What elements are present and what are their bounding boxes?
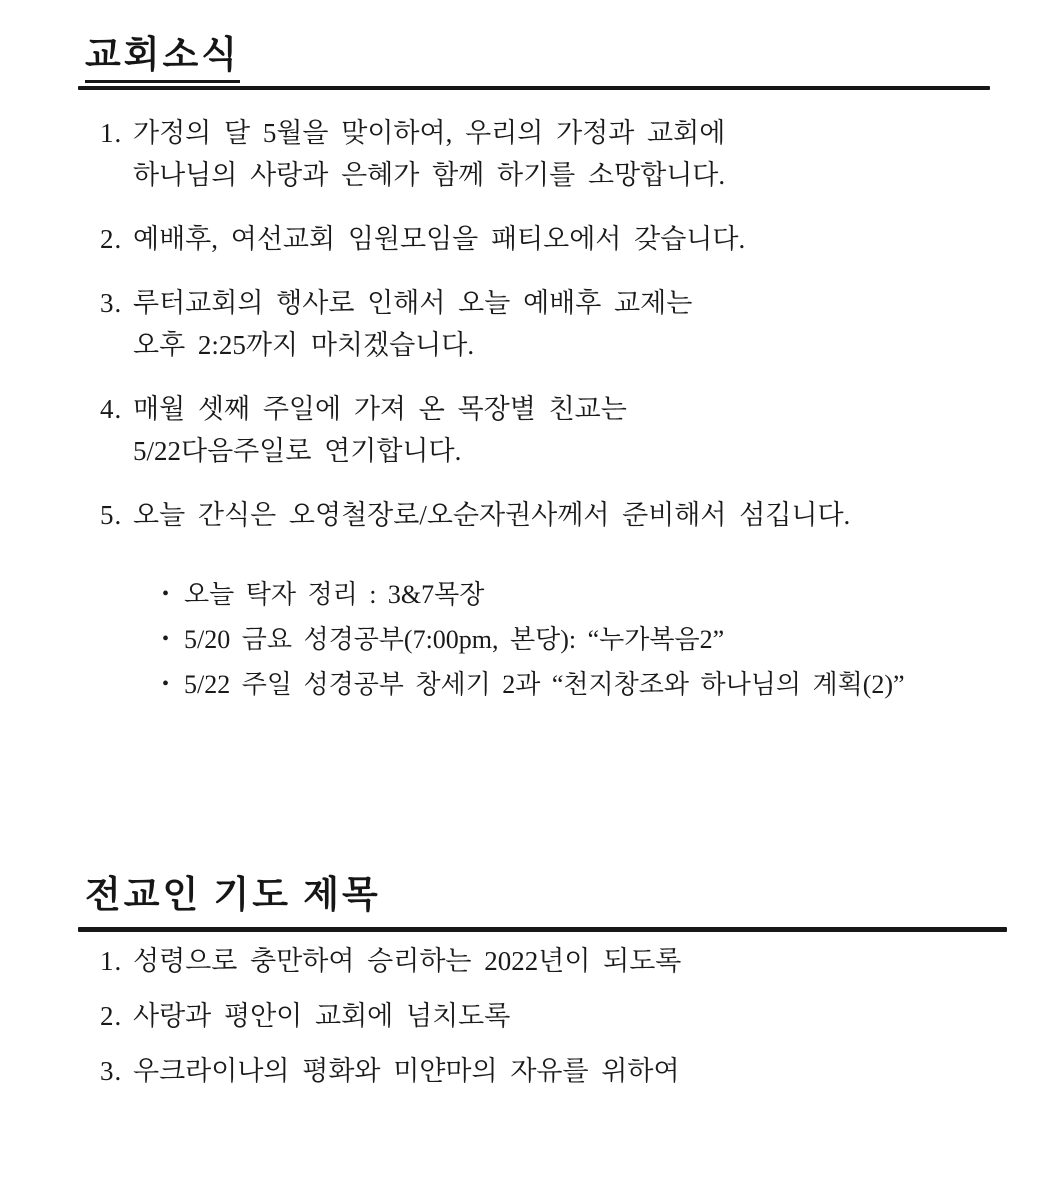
- prayer-item-3-text: [133, 1054, 960, 1088]
- news-item-5-number: 5.: [100, 500, 123, 530]
- prayer-item-1-line-1: 성령으로 충만하여 승리하는 2022년이 되도록: [133, 946, 682, 976]
- news-item-4-line-1: 매월 셋째 주일에 가져 온 목장별 친교는: [133, 394, 627, 424]
- news-item-2: [100, 218, 960, 260]
- news-item-5-text: [133, 494, 960, 536]
- church-news-title: 교회소식: [85, 36, 240, 83]
- news-item-3-text: [133, 282, 960, 366]
- prayer-topics-list: [100, 944, 960, 1109]
- bullet-item-2-text: 5/20 금요 성경공부(7:00pm, 본당): “누가복음2”: [184, 625, 725, 654]
- news-item-1-number: 1.: [100, 118, 123, 148]
- prayer-topics-title: 전교인 기도 제목: [85, 875, 381, 916]
- bullet-item-3-text: 5/22 주일 성경공부 창세기 2과 “천지창조와 하나님의 계획(2)”: [184, 670, 905, 699]
- news-item-2-number: 2.: [100, 224, 123, 254]
- news-item-5: [100, 494, 960, 536]
- news-item-4: [100, 388, 960, 472]
- church-news-divider: [78, 86, 990, 90]
- news-item-1: [100, 112, 960, 196]
- bullet-dot-icon: •: [162, 583, 170, 605]
- news-item-2-text: [133, 218, 960, 260]
- news-item-5-line-1: 오늘 간식은 오영철장로/오순자권사께서 준비해서 섬깁니다.: [133, 500, 851, 530]
- news-item-3-line-2: 오후 2:25까지 마치겠습니다.: [133, 330, 475, 360]
- prayer-item-2-number: 2.: [100, 1001, 123, 1031]
- announcement-bullet-list: [162, 572, 1002, 707]
- prayer-item-2-text: [133, 999, 960, 1033]
- bullet-item-1: [162, 572, 1002, 617]
- church-news-list: [100, 112, 960, 558]
- bullet-item-2: [162, 617, 1002, 662]
- bullet-dot-icon: •: [162, 628, 170, 650]
- bullet-item-1-text: 오늘 탁자 정리 : 3&7목장: [184, 580, 485, 609]
- bullet-item-3: [162, 662, 1002, 707]
- news-item-4-number: 4.: [100, 394, 123, 424]
- prayer-item-2: [100, 999, 960, 1033]
- prayer-topics-divider: [78, 927, 1007, 932]
- news-item-4-text: [133, 388, 960, 472]
- news-item-3-number: 3.: [100, 288, 123, 318]
- prayer-item-3: [100, 1054, 960, 1088]
- prayer-item-1-text: [133, 944, 960, 978]
- prayer-item-1-number: 1.: [100, 946, 123, 976]
- prayer-item-1: [100, 944, 960, 978]
- prayer-item-3-number: 3.: [100, 1056, 123, 1086]
- news-item-1-line-2: 하나님의 사랑과 은혜가 함께 하기를 소망합니다.: [133, 160, 726, 190]
- news-item-1-text: [133, 112, 960, 196]
- prayer-item-3-line-1: 우크라이나의 평화와 미얀마의 자유를 위하여: [133, 1056, 680, 1086]
- news-item-3: [100, 282, 960, 366]
- news-item-3-line-1: 루터교회의 행사로 인해서 오늘 예배후 교제는: [133, 288, 693, 318]
- bullet-dot-icon: •: [162, 673, 170, 695]
- news-item-2-line-1: 예배후, 여선교회 임원모임을 패티오에서 갖습니다.: [133, 224, 746, 254]
- news-item-4-line-2: 5/22다음주일로 연기합니다.: [133, 436, 462, 466]
- news-item-1-line-1: 가정의 달 5월을 맞이하여, 우리의 가정과 교회에: [133, 118, 726, 148]
- prayer-item-2-line-1: 사랑과 평안이 교회에 넘치도록: [133, 1001, 511, 1031]
